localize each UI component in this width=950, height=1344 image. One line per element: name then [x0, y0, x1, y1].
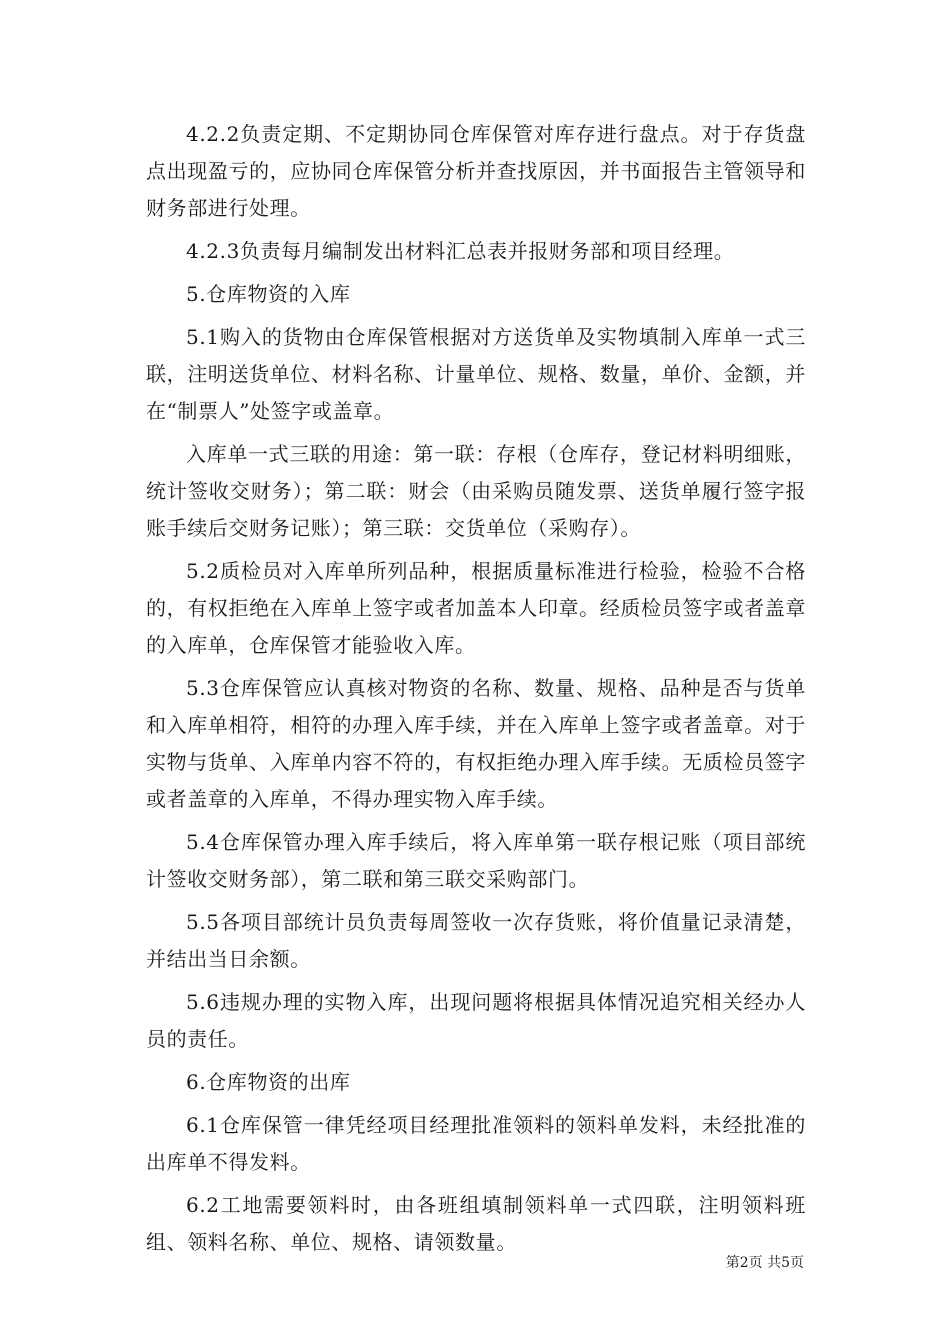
paragraph-5-4: 5.4仓库保管办理入库手续后，将入库单第一联存根记账（项目部统计签收交财务部），第二联和第三联交采购部门。 — [146, 830, 806, 891]
document-body — [146, 116, 806, 1267]
paragraph-receipt-copies: 入库单一式三联的用途：第一联：存根（仓库存，登记材料明细账，统计签收交财务）；第二联：财会（由采购员随发票、送货单履行签字报账手续后交财务记账）；第三联：交货单位（采购存）。 — [146, 442, 806, 540]
section-heading-5: 5.仓库物资的入库 — [186, 282, 351, 306]
paragraph-5-1: 5.1购入的货物由仓库保管根据对方送货单及实物填制入库单一式三联，注明送货单位、材料名称、计量单位、规格、数量，单价、金额，并在“制票人”处签字或盖章。 — [146, 325, 806, 423]
paragraph-5-3: 5.3仓库保管应认真核对物资的名称、数量、规格、品种是否与货单和入库单相符，相符的办理入库手续，并在入库单上签字或者盖章。对于实物与货单、入库单内容不符的，有权拒绝办理入库手续。无质检员签字或者盖章的入库单，不得办理实物入库手续。 — [146, 676, 806, 811]
page-number-footer: 第2页 共5页 — [725, 1255, 804, 1271]
paragraph-6-2: 6.2工地需要领料时，由各班组填制领料单一式四联，注明领料班组、领料名称、单位、规格、请领数量。 — [146, 1193, 806, 1254]
paragraph-4-2-2: 4.2.2负责定期、不定期协同仓库保管对库存进行盘点。对于存货盘点出现盈亏的，应协同仓库保管分析并查找原因，并书面报告主管领导和财务部进行处理。 — [146, 122, 806, 220]
paragraph-6-1: 6.1仓库保管一律凭经项目经理批准领料的领料单发料，未经批准的出库单不得发料。 — [146, 1113, 806, 1174]
section-heading-6: 6.仓库物资的出库 — [186, 1070, 351, 1094]
paragraph-5-5: 5.5各项目部统计员负责每周签收一次存货账，将价值量记录清楚，并结出当日余额。 — [146, 910, 806, 971]
paragraph-5-6: 5.6违规办理的实物入库，出现问题将根据具体情况追究相关经办人员的责任。 — [146, 990, 806, 1051]
paragraph-4-2-3: 4.2.3负责每月编制发出材料汇总表并报财务部和项目经理。 — [186, 239, 735, 263]
paragraph-5-2: 5.2质检员对入库单所列品种，根据质量标准进行检验，检验不合格的，有权拒绝在入库单上签字或者加盖本人印章。经质检员签字或者盖章的入库单，仓库保管才能验收入库。 — [146, 559, 806, 657]
